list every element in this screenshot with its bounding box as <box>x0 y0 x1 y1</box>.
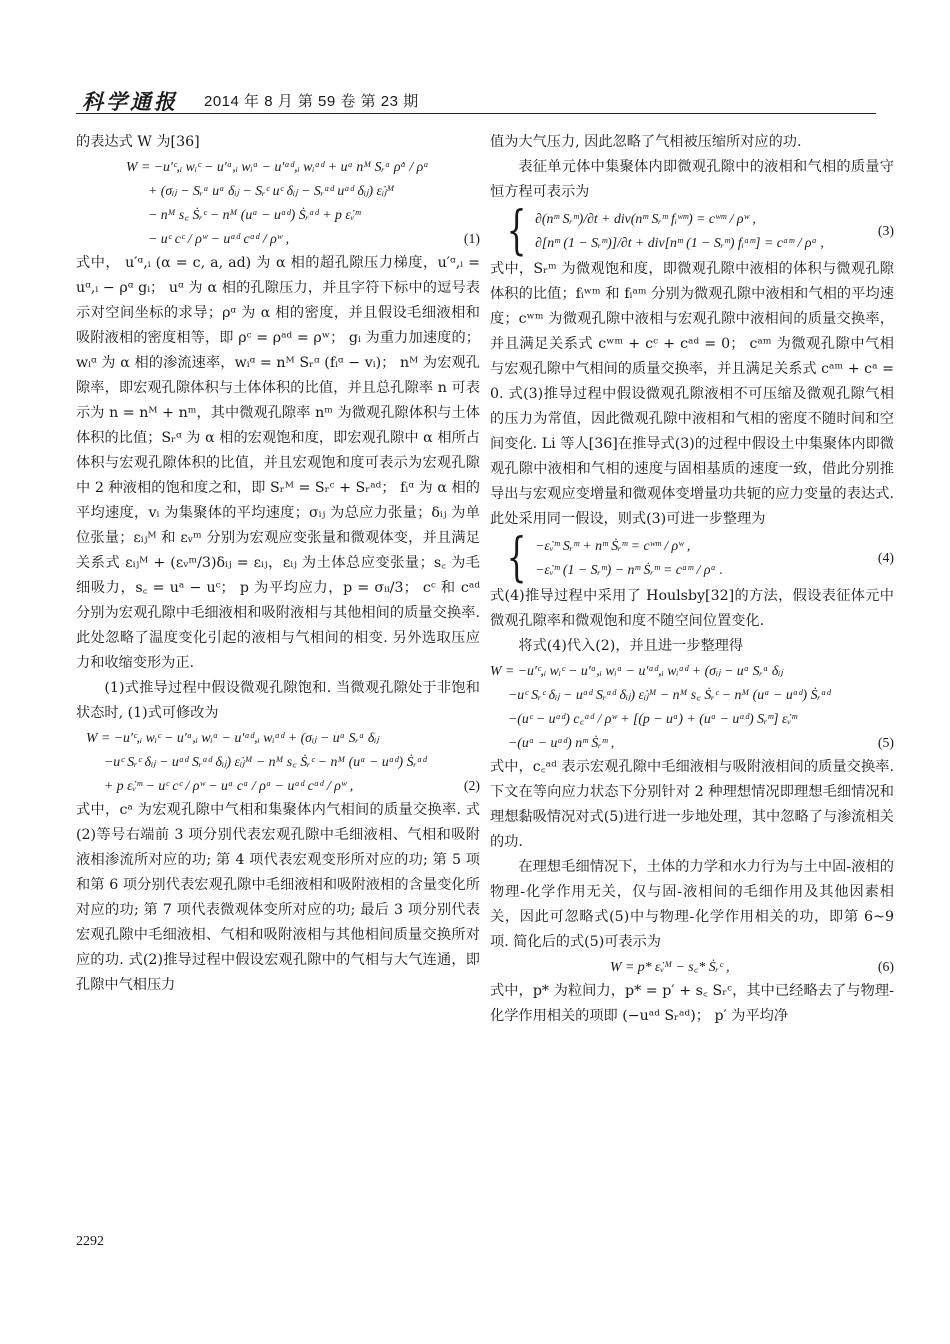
paragraph: 式中，c꜀ᵃᵈ 表示宏观孔隙中毛细液相与吸附液相间的质量交换率. 下文在等向应力状态下分别针对 2 种理想情况即理想毛细情况和理想黏吸情况对式(5)进行进一步地处理，其中忽略了与渗流相关的功. <box>490 759 894 850</box>
equation-number: (4) <box>877 550 894 565</box>
equation-line <box>76 227 480 251</box>
equation-body: + p ε̇ᵥᵐ − uᶜ cᶜ / ρʷ − uᵃ cᵃ / ρᵃ − uᵃᵈ cᵃᵈ / ρʷ , <box>104 778 354 793</box>
equation-line <box>490 683 894 707</box>
paragraph: 的表达式 W 为[36] <box>76 134 200 150</box>
equation-line <box>76 774 480 798</box>
equation-body: −(uᶜ − uᵃᵈ) c꜀ᵃᵈ / ρʷ + [(p − uᵃ) + (uᵃ − uᵃᵈ) Sᵣᵐ] ε̇ᵥᵐ <box>508 711 798 726</box>
equation-number: (2) <box>463 778 480 793</box>
paragraph: 在理想毛细情况下，土体的力学和水力行为与土中固-液相的物理-化学作用无关，仅与固-液相间的毛细作用及其他因素相关，因此可忽略式(5)中与物理-化学作用相关的功，即第 6~9 项. 简化后的式(5)可表示为 <box>490 859 894 950</box>
equation-line <box>76 179 480 203</box>
paragraph: 值为大气压力, 因此忽略了气相被压缩所对应的功. <box>490 134 802 150</box>
equation-line <box>76 750 480 774</box>
equation-number: (6) <box>877 959 894 974</box>
paragraph: 表征单元体中集聚体内即微观孔隙中的液相和气相的质量守恒方程可表示为 <box>490 159 894 200</box>
equation-body: −uᶜ Sᵣᶜ δᵢⱼ − uᵃᵈ Sᵣᵃᵈ δᵢⱼ) ε̇ᵢⱼᴹ − nᴹ s꜀ Ṡᵣᶜ − nᴹ (uᵃ − uᵃᵈ) Ṡᵣᵃᵈ <box>104 754 427 769</box>
equation-line <box>76 726 480 750</box>
equation-line <box>490 955 894 979</box>
equation-line <box>76 203 480 227</box>
equation-row: −ε̇ᵥᵐ Sᵣᵐ + nᵐ Ṡᵣᵐ = cʷᵐ / ρʷ , <box>535 538 691 553</box>
equation-number: (5) <box>877 735 894 750</box>
paragraph: 将式(4)代入(2)，并且进一步整理得 <box>518 638 744 654</box>
equation-body: −(uᵃ − uᵃᵈ) nᵐ Ṡᵣᵐ , <box>508 735 615 750</box>
right-column <box>490 130 894 1230</box>
equation-row: ∂(nᵐ Sᵣᵐ)/∂t + div(nᵐ Sᵣᵐ fᵢʷᵐ) = cʷᵐ / ρʷ , <box>535 211 756 226</box>
equation-rows <box>535 534 723 582</box>
brace-group <box>500 205 860 257</box>
issue-info: 2014 年 8 月 第 59 卷 第 23 期 <box>204 93 419 110</box>
equation-body: −uᶜ Sᵣᶜ δᵢⱼ − uᵃᵈ Sᵣᵃᵈ δᵢⱼ) ε̇ᵢⱼᴹ − nᴹ s꜀ Ṡᵣᶜ − nᴹ (uᵃ − uᵃᵈ) Ṡᵣᵃᵈ <box>508 687 831 702</box>
paragraph: (1)式推导过程中假设微观孔隙饱和. 当微观孔隙处于非饱和状态时, (1)式可修改为 <box>76 680 480 721</box>
equation-line <box>490 707 894 731</box>
paragraph: 式中，p* 为粒间力，p* = p′ + s꜀ Sᵣᶜ，其中已经略去了与物理-化学作用相关的项即 (−uᵃᵈ Sᵣᵃᵈ)； p′ 为平均净 <box>490 983 894 1024</box>
equation-line <box>490 659 894 683</box>
equation-number: (1) <box>463 231 480 246</box>
equation-row: −ε̇ᵥᵐ (1 − Sᵣᵐ) − nᵐ Ṡᵣᵐ = cᵃᵐ / ρᵃ . <box>535 562 723 577</box>
journal-title: 科学通报 <box>82 90 178 114</box>
paragraph: 式中，cᵃ 为宏观孔隙中气相和集聚体内气相间的质量交换率. 式(2)等号右端前 3 项分别代表宏观孔隙中毛细液相、气相和吸附液相渗流所对应的功; 第 4 项代表宏观变形所对应的功; 第 5 项和第 6 项分别代表宏观孔隙中毛细液相和吸附液相的含量变化所对应的功; 第 7 项代表微观体变所对应的功; 最后 3 项分别代表宏观孔隙中毛细液相、气相和吸附液相与其他相间质量交换所对应的功. 式(2)推导过程中假设宏观孔隙中的气相与大气连通，即孔隙中气相压力 <box>76 802 480 993</box>
equation-body: W = p* ε̇ᵥᴹ − s꜀* Ṡᵣᶜ , <box>610 959 730 974</box>
equation-body: W = −u′ᶜ,ᵢ wᵢᶜ − u′ᵃ,ᵢ wᵢᵃ − u′ᵃᵈ,ᵢ wᵢᵃᵈ + (σᵢⱼ − uᵃ Sᵣᵃ δᵢⱼ <box>490 663 783 678</box>
paragraph: 式中， u′ᵅ,ᵢ (α = c, a, ad) 为 α 相的超孔隙压力梯度，u′ᵅ,ᵢ = uᵅ,ᵢ − ρᵅ gᵢ； uᵅ 为 α 相的孔隙压力，并且字符下标中的逗号表示对空间坐标的求导；ρᵅ 为 α 相的密度，并且假设毛细液相和吸附液相的密度相等，即 ρᶜ = ρᵃᵈ = ρʷ； gᵢ 为重力加速度的； wᵢᵅ 为 α 相的渗流速率，wᵢᵅ = nᴹ Sᵣᵅ (fᵢᵅ − vᵢ)； nᴹ 为宏观孔隙率，即宏观孔隙体积与土体体积的比值，并且总孔隙率 n 可表示为 n = nᴹ + nᵐ，其中微观孔隙率 nᵐ 为微观孔隙体积与土体体积的比值；Sᵣᵅ 为 α 相的宏观饱和度，即宏观孔隙中 α 相所占体积与宏观孔隙体积的比值，并且宏观饱和度可表示为宏观孔隙中 2 种液相的饱和度之和，即 Sᵣᴹ = Sᵣᶜ + Sᵣᵃᵈ； fᵢᵅ 为 α 相的平均速度，vᵢ 为集聚体的平均速度；σᵢⱼ 为总应力张量；δᵢⱼ 为单位张量；εᵢⱼᴹ 和 εᵥᵐ 分别为宏观应变张量和微观体变，并且满足关系式 εᵢⱼᴹ + (εᵥᵐ/3)δᵢⱼ = εᵢⱼ，εᵢⱼ 为土体总应变张量；s꜀ 为毛细吸力，s꜀ = uᵃ − uᶜ； p 为平均应力，p = σᵢᵢ/3； cᶜ 和 cᵃᵈ 分别为宏观孔隙中毛细液相和吸附液相与其他相间的质量交换率. 此处忽略了温度变化引起的液相与气相间的相变. 另外选取压应力和收缩变形为正. <box>76 255 480 671</box>
equation-body: + (σᵢⱼ − Sᵣᵃ uᵃ δᵢⱼ − Sᵣᶜ uᶜ δᵢⱼ − Sᵣᵃᵈ uᵃᵈ δᵢⱼ) ε̇ᵢⱼᴹ <box>148 183 395 198</box>
equation-row: ∂[nᵐ (1 − Sᵣᵐ)]/∂t + div[nᵐ (1 − Sᵣᵐ) fᵢᵃᵐ] = cᵃᵐ / ρᵃ , <box>535 235 824 250</box>
paragraph: 式中，Sᵣᵐ 为微观饱和度，即微观孔隙中液相的体积与微观孔隙体积的比值；fᵢʷᵐ 和 fᵢᵃᵐ 分别为微观孔隙中液相和气相的平均速度；cʷᵐ 为微观孔隙中液相与宏观孔隙中液相间的质量交换率，并且满足关系式 cʷᵐ + cᶜ + cᵃᵈ = 0； cᵃᵐ 为微观孔隙中气相与宏观孔隙中气相间的质量交换率，并且满足关系式 cᵃᵐ + cᵃ = 0. 式(3)推导过程中假设微观孔隙液相不可压缩及微观孔隙气相的压力为常值，因此微观孔隙中液相和气相的密度不随时间和空间变化. Li 等人[36]在推导式(3)的过程中假设土中集聚体内即微观孔隙中液相和气相的速度与固相基质的速度一致，借此分别推导出与宏观应变增量和微观体变增量功共轭的应力变量的表达式. 此处采用同一假设，则式(3)可进一步整理为 <box>490 261 894 527</box>
equation-rows <box>535 207 824 255</box>
left-column <box>76 130 480 1230</box>
page-number: 2292 <box>76 1234 104 1249</box>
equation-body: W = −u′ᶜ,ᵢ wᵢᶜ − u′ᵃ,ᵢ wᵢᵃ − u′ᵃᵈ,ᵢ wᵢᵃᵈ + (σᵢⱼ − uᵃ Sᵣᵃ δᵢⱼ <box>86 730 379 745</box>
page-header <box>76 84 876 112</box>
equation-body: − uᶜ cᶜ / ρʷ − uᵃᵈ cᵃᵈ / ρʷ , <box>148 231 290 246</box>
equation-number: (3) <box>877 223 894 238</box>
equation-line <box>76 155 480 179</box>
left-brace-icon: { <box>506 205 527 257</box>
paragraph: 式(4)推导过程中采用了 Houlsby[32]的方法，假设表征体元中微观孔隙率和微观饱和度不随空间位置变化. <box>490 588 894 629</box>
equation-body: − nᴹ s꜀ Ṡᵣᶜ − nᴹ (uᵃ − uᵃᵈ) Ṡᵣᵃᵈ + p ε̇ᵥᵐ <box>148 207 361 222</box>
left-brace-icon: { <box>506 532 527 584</box>
equation-system <box>490 532 894 584</box>
header-rule <box>76 113 876 114</box>
equation-system <box>490 205 894 257</box>
brace-group <box>500 532 860 584</box>
equation-body: W = −u′ᶜ,ᵢ wᵢᶜ − u′ᵃ,ᵢ wᵢᵃ − u′ᵃᵈ,ᵢ wᵢᵃᵈ + uᵃ nᴹ Sᵣᵃ ρ̇ᵃ / ρᵃ <box>126 159 429 174</box>
equation-line <box>490 731 894 755</box>
